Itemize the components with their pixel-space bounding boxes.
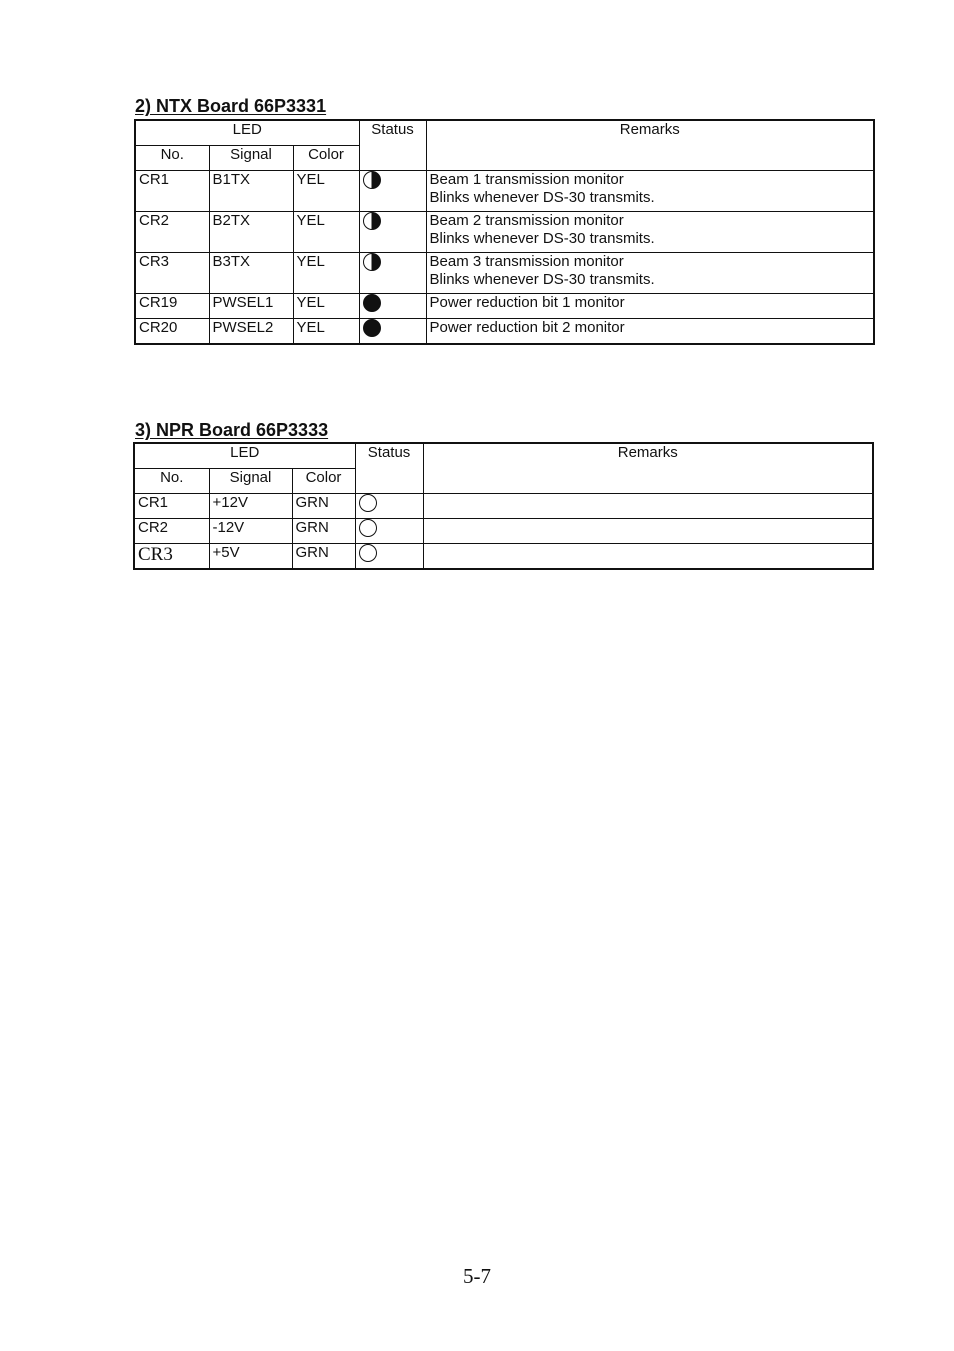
led-status bbox=[359, 294, 426, 319]
led-header: LED bbox=[134, 443, 355, 469]
led-signal: PWSEL1 bbox=[209, 294, 293, 319]
led-signal: B3TX bbox=[209, 253, 293, 294]
led-color: GRN bbox=[292, 494, 355, 519]
led-status bbox=[359, 319, 426, 345]
led-number: CR3 bbox=[134, 544, 209, 570]
led-status bbox=[355, 544, 423, 570]
remark-line: Blinks whenever DS-30 transmits. bbox=[429, 189, 655, 206]
remark-line: Beam 3 transmission monitor bbox=[429, 253, 624, 270]
remarks-header: Remarks bbox=[423, 443, 873, 494]
led-color: YEL bbox=[293, 171, 359, 212]
led-number: CR2 bbox=[135, 212, 209, 253]
lit-led-icon bbox=[363, 294, 381, 312]
table-row bbox=[134, 519, 873, 544]
npr-led-table bbox=[133, 442, 874, 570]
status-header: Status bbox=[359, 120, 426, 171]
led-status bbox=[359, 253, 426, 294]
remark-line: Beam 2 transmission monitor bbox=[429, 212, 624, 229]
led-color: YEL bbox=[293, 212, 359, 253]
led-color: GRN bbox=[292, 544, 355, 570]
led-signal: B1TX bbox=[209, 171, 293, 212]
led-status bbox=[355, 494, 423, 519]
unlit-led-icon bbox=[359, 494, 377, 512]
no-header: No. bbox=[134, 469, 209, 494]
table-row bbox=[135, 253, 874, 294]
no-header: No. bbox=[135, 146, 209, 171]
led-signal: PWSEL2 bbox=[209, 319, 293, 345]
led-remarks bbox=[423, 494, 873, 519]
led-signal: +12V bbox=[209, 494, 292, 519]
led-status bbox=[359, 212, 426, 253]
table-row bbox=[135, 294, 874, 319]
led-number: CR2 bbox=[134, 519, 209, 544]
led-status bbox=[355, 519, 423, 544]
led-signal: +5V bbox=[209, 544, 292, 570]
led-color: YEL bbox=[293, 319, 359, 345]
table-row bbox=[134, 544, 873, 570]
remark-line: Blinks whenever DS-30 transmits. bbox=[429, 230, 655, 247]
led-number: CR1 bbox=[134, 494, 209, 519]
led-signal: B2TX bbox=[209, 212, 293, 253]
led-number: CR19 bbox=[135, 294, 209, 319]
lit-led-icon bbox=[363, 319, 381, 337]
led-number: CR20 bbox=[135, 319, 209, 345]
ntx-led-table bbox=[134, 119, 875, 345]
led-header: LED bbox=[135, 120, 359, 146]
unlit-led-icon bbox=[359, 544, 377, 562]
remark-line: Blinks whenever DS-30 transmits. bbox=[429, 271, 655, 288]
led-remarks bbox=[423, 519, 873, 544]
half-lit-led-icon bbox=[363, 212, 381, 230]
table-row bbox=[135, 212, 874, 253]
led-remarks bbox=[426, 319, 874, 345]
signal-header: Signal bbox=[209, 146, 293, 171]
led-color: YEL bbox=[293, 253, 359, 294]
signal-header: Signal bbox=[209, 469, 292, 494]
ntx-board-title: 2) NTX Board 66P3331 bbox=[135, 96, 327, 116]
led-signal: -12V bbox=[209, 519, 292, 544]
table-row bbox=[135, 171, 874, 212]
led-remarks bbox=[423, 544, 873, 570]
half-lit-led-icon bbox=[363, 253, 381, 271]
led-color: YEL bbox=[293, 294, 359, 319]
half-lit-led-icon bbox=[363, 171, 381, 189]
npr-board-title: 3) NPR Board 66P3333 bbox=[135, 420, 329, 440]
table-row bbox=[134, 494, 873, 519]
led-number: CR1 bbox=[135, 171, 209, 212]
led-status bbox=[359, 171, 426, 212]
led-remarks bbox=[426, 212, 874, 253]
table-row bbox=[135, 319, 874, 345]
remarks-header: Remarks bbox=[426, 120, 874, 171]
led-remarks bbox=[426, 253, 874, 294]
led-remarks bbox=[426, 294, 874, 319]
led-number: CR3 bbox=[135, 253, 209, 294]
unlit-led-icon bbox=[359, 519, 377, 537]
led-color: GRN bbox=[292, 519, 355, 544]
status-header: Status bbox=[355, 443, 423, 494]
led-remarks bbox=[426, 171, 874, 212]
remark-line: Power reduction bit 2 monitor bbox=[429, 319, 625, 336]
color-header: Color bbox=[293, 146, 359, 171]
page-number: 5-7 bbox=[463, 1264, 491, 1288]
remark-line: Beam 1 transmission monitor bbox=[429, 171, 624, 188]
color-header: Color bbox=[292, 469, 355, 494]
remark-line: Power reduction bit 1 monitor bbox=[429, 294, 625, 311]
